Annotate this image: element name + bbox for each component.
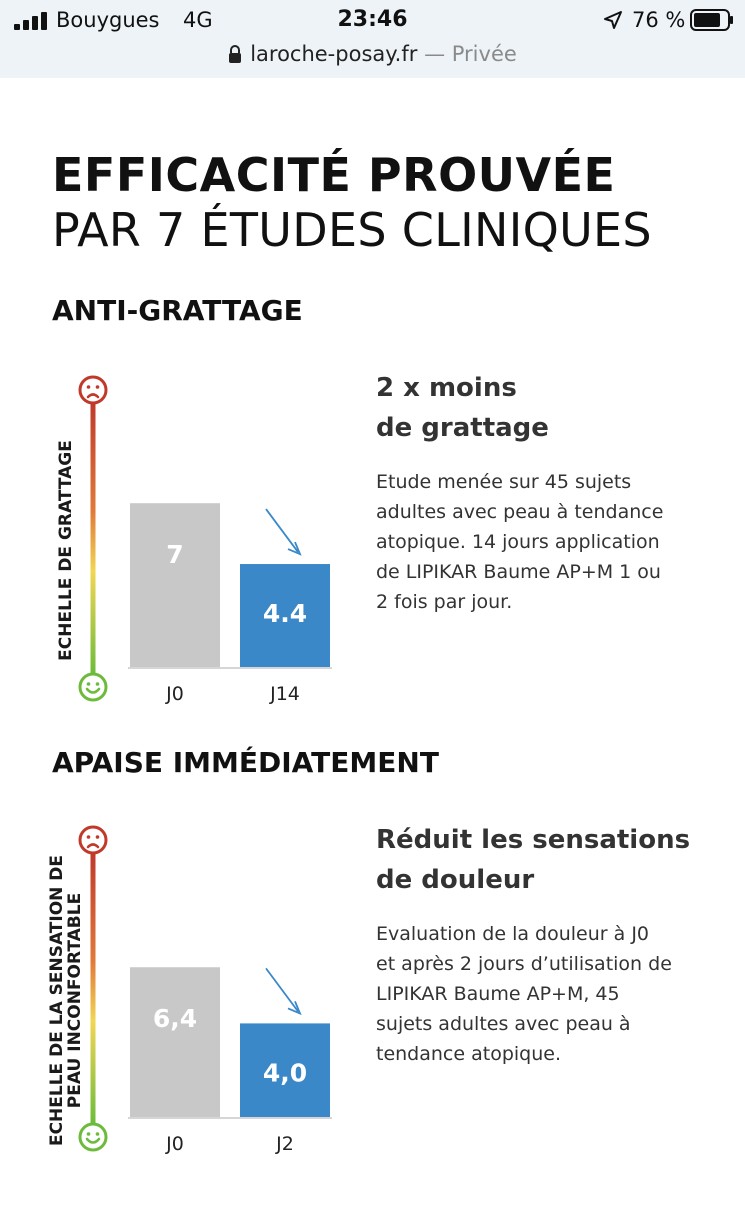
- network-type: 4G: [183, 8, 213, 32]
- description-line: Evaluation de la douleur à J0: [376, 923, 650, 945]
- carrier-name: Bouygues: [56, 8, 160, 32]
- x-tick-label: J2: [276, 1133, 294, 1155]
- smiley-face-icon-eye: [87, 682, 91, 686]
- y-axis-label: ECHELLE DE LA SENSATION DE: [47, 854, 67, 1147]
- location-arrow-icon: [603, 10, 623, 30]
- description-line: Etude menée sur 45 sujets: [376, 471, 632, 493]
- lock-icon: [228, 45, 242, 63]
- description-line: tendance atopique.: [376, 1043, 561, 1065]
- sad-face-icon-eye: [87, 385, 91, 389]
- decrease-arrow: [266, 509, 298, 552]
- url-domain: laroche-posay.fr: [250, 42, 418, 66]
- smiley-face-icon-eye: [96, 1132, 100, 1136]
- private-label: — Privée: [424, 42, 517, 66]
- page-title: EFFICACITÉ PROUVÉE: [52, 148, 616, 202]
- chart-anti-grattage: [40, 360, 340, 730]
- browser-status-bar: [0, 0, 745, 78]
- smiley-face-icon-eye: [87, 1132, 91, 1136]
- sad-face-icon-eye: [96, 385, 100, 389]
- description-line: adultes avec peau à tendance: [376, 501, 664, 523]
- section-description: [376, 919, 716, 1069]
- bar-value-label: 4,0: [262, 1058, 308, 1088]
- description-line: LIPIKAR Baume AP+M, 45: [376, 983, 620, 1005]
- section-title-anti-grattage: ANTI-GRATTAGE: [52, 294, 303, 327]
- smiley-face-icon-eye: [96, 682, 100, 686]
- description-line: atopique. 14 jours application: [376, 531, 660, 553]
- section-headline-line1: 2 x moins: [376, 373, 517, 403]
- smiley-face-icon: [80, 674, 106, 700]
- sad-face-icon-outline: [80, 377, 106, 403]
- sad-face-icon-outline: [80, 827, 106, 853]
- scale-bar: [91, 852, 96, 1125]
- battery-icon: [690, 9, 734, 31]
- smiley-face-icon-outline: [80, 1124, 106, 1150]
- sad-face-icon: [80, 827, 106, 853]
- section-headline-line1: Réduit les sensations: [376, 825, 691, 855]
- section-headline-line2: de douleur: [376, 865, 535, 895]
- bar-j0: [130, 503, 220, 667]
- smiley-face-icon-outline: [80, 674, 106, 700]
- x-tick-label: J0: [166, 1133, 184, 1155]
- bar-j0: [130, 967, 220, 1117]
- battery-percentage: 76 %: [632, 8, 686, 32]
- description-line: de LIPIKAR Baume AP+M 1 ou: [376, 561, 661, 583]
- section-title-apaise: APAISE IMMÉDIATEMENT: [52, 746, 439, 779]
- bar-value-label: 7: [166, 540, 184, 570]
- section-headline: [376, 368, 716, 448]
- clock: 23:46: [337, 7, 408, 32]
- description-line: 2 fois par jour.: [376, 591, 513, 613]
- smiley-face-icon: [80, 1124, 106, 1150]
- sad-face-icon-eye: [96, 835, 100, 839]
- section-headline: [376, 820, 716, 900]
- description-line: et après 2 jours d’utilisation de: [376, 953, 672, 975]
- scale-bar: [91, 402, 96, 675]
- y-axis-label: PEAU INCONFORTABLE: [65, 892, 85, 1109]
- sad-face-icon: [80, 377, 106, 403]
- bar-value-label: 4.4: [262, 599, 308, 629]
- chart-apaise: [40, 810, 340, 1180]
- bar-value-label: 6,4: [152, 1004, 198, 1034]
- y-axis-label: ECHELLE DE GRATTAGE: [56, 440, 76, 661]
- decrease-arrow: [266, 968, 298, 1011]
- sad-face-icon-eye: [87, 835, 91, 839]
- address-bar[interactable]: [0, 42, 745, 66]
- description-line: sujets adultes avec peau à: [376, 1013, 631, 1035]
- x-tick-label: J14: [270, 683, 300, 705]
- x-tick-label: J0: [166, 683, 184, 705]
- page-subtitle: PAR 7 ÉTUDES CLINIQUES: [52, 203, 652, 257]
- section-description: [376, 467, 716, 617]
- section-headline-line2: de grattage: [376, 413, 549, 443]
